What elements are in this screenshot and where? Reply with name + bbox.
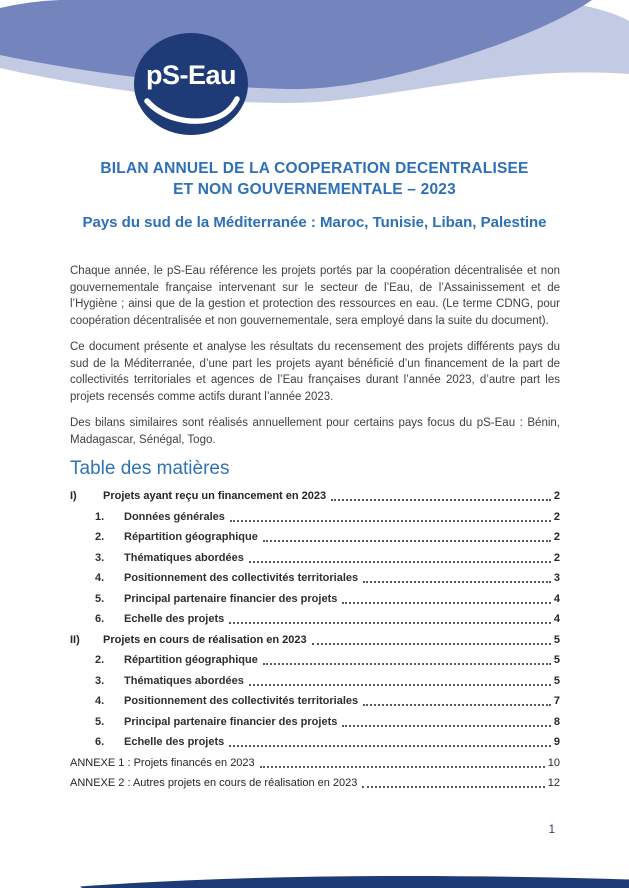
toc-entry-number: 4. bbox=[95, 695, 105, 707]
toc-entry-page: 5 bbox=[553, 654, 560, 666]
footer-wave-graphic bbox=[0, 870, 629, 888]
intro-paragraph-1: Chaque année, le pS-Eau référence les projets portés par la coopération décentralisée et non gouvernementale française intervenant sur le secteur de l’Eau, de l’Assainissement et de l’Hygiène ; ainsi que de la gestion et protection des ressources en eau. (Le terme CDNG, pour coopération décentralisée et non gouvernementale, sera employé dans la suite du document). bbox=[70, 265, 560, 327]
toc-entry-label: Projets ayant reçu un financement en 2023 bbox=[103, 490, 327, 502]
toc-entry-number: 5. bbox=[95, 592, 105, 605]
intro-paragraph-2: Ce document présente et analyse les résultats du recensement des projets différents pays du sud de la Méditerranée, d’une part les projets ayant bénéficié d’un financement de la part de collectivités territoriales et agences de l’Eau françaises durant l’année 2023, d’autre part les projets recensés comme actifs durant l’année 2023. bbox=[70, 341, 560, 403]
toc-entry[interactable] bbox=[70, 552, 560, 565]
toc-entry-page: 5 bbox=[553, 633, 560, 646]
toc-entry-label: Principal partenaire financier des projets bbox=[124, 715, 338, 728]
page-number: 1 bbox=[548, 824, 555, 836]
toc-entry-page: 7 bbox=[553, 695, 560, 707]
toc-entry-label: Echelle des projets bbox=[124, 613, 225, 625]
toc-entry-number: 6. bbox=[95, 736, 105, 748]
toc-entry-label: Echelle des projets bbox=[124, 736, 225, 748]
toc-dot-leader bbox=[249, 561, 551, 563]
toc-entry[interactable] bbox=[70, 531, 560, 544]
toc-entry-label: Répartition géographique bbox=[124, 531, 258, 543]
toc-entry[interactable] bbox=[70, 757, 560, 770]
page-content bbox=[70, 263, 560, 798]
document-subtitle: Pays du sud de la Méditerranée : Maroc, Tunisie, Liban, Palestine bbox=[82, 214, 547, 231]
toc-dot-leader bbox=[331, 499, 551, 501]
table-of-contents bbox=[70, 490, 560, 790]
toc-dot-leader bbox=[229, 622, 551, 624]
toc-entry[interactable] bbox=[70, 695, 560, 708]
toc-entry[interactable] bbox=[70, 511, 560, 524]
toc-entry-label: Répartition géographique bbox=[124, 654, 258, 666]
toc-entry-page: 2 bbox=[553, 510, 560, 523]
toc-dot-leader bbox=[363, 581, 551, 583]
toc-entry-page: 10 bbox=[547, 756, 560, 769]
toc-entry[interactable] bbox=[70, 716, 560, 729]
toc-entry-number: I) bbox=[70, 490, 77, 502]
toc-dot-leader bbox=[312, 643, 551, 645]
toc-entry[interactable] bbox=[70, 490, 560, 503]
toc-entry[interactable] bbox=[70, 654, 560, 667]
toc-entry-page: 4 bbox=[553, 592, 560, 605]
toc-entry-number: 1. bbox=[95, 510, 105, 523]
toc-entry-number: 2. bbox=[95, 654, 105, 666]
toc-entry-number: 3. bbox=[95, 674, 105, 687]
toc-entry-number: 4. bbox=[95, 572, 105, 584]
toc-dot-leader bbox=[230, 520, 551, 522]
toc-entry-label: Positionnement des collectivités territoriales bbox=[124, 572, 359, 584]
title-line-2: ET NON GOUVERNEMENTALE – 2023 bbox=[173, 181, 456, 198]
toc-entry-page: 5 bbox=[553, 674, 560, 687]
ps-eau-logo bbox=[134, 33, 248, 135]
toc-entry-number: 2. bbox=[95, 531, 105, 543]
header-wave-graphic bbox=[0, 0, 629, 150]
toc-entry[interactable] bbox=[70, 613, 560, 626]
toc-entry[interactable] bbox=[70, 634, 560, 647]
toc-entry-label: Projets en cours de réalisation en 2023 bbox=[103, 633, 307, 646]
toc-entry-label: Thématiques abordées bbox=[124, 674, 244, 687]
toc-entry-page: 2 bbox=[553, 531, 560, 543]
toc-dot-leader bbox=[260, 766, 545, 768]
toc-entry[interactable] bbox=[70, 593, 560, 606]
toc-entry-page: 2 bbox=[553, 490, 560, 502]
toc-entry-label: Données générales bbox=[124, 510, 225, 523]
logo-text: pS-Eau bbox=[145, 60, 236, 90]
toc-dot-leader bbox=[362, 786, 544, 788]
toc-entry-label: ANNEXE 2 : Autres projets en cours de réalisation en 2023 bbox=[70, 777, 358, 789]
toc-entry[interactable] bbox=[70, 572, 560, 585]
toc-entry-page: 3 bbox=[553, 572, 560, 584]
toc-entry[interactable] bbox=[70, 675, 560, 688]
toc-dot-leader bbox=[342, 725, 551, 727]
toc-dot-leader bbox=[342, 602, 551, 604]
toc-entry-label: Positionnement des collectivités territoriales bbox=[124, 695, 359, 707]
toc-dot-leader bbox=[249, 684, 551, 686]
toc-entry[interactable] bbox=[70, 777, 560, 790]
toc-heading: Table des matières bbox=[70, 458, 230, 479]
toc-entry-page: 12 bbox=[547, 777, 560, 789]
toc-entry-label: Thématiques abordées bbox=[124, 551, 244, 564]
toc-dot-leader bbox=[263, 663, 551, 665]
toc-entry-number: 6. bbox=[95, 613, 105, 625]
toc-entry-label: ANNEXE 1 : Projets financés en 2023 bbox=[70, 756, 255, 769]
title-line-1: BILAN ANNUEL DE LA COOPERATION DECENTRALISEE bbox=[100, 160, 529, 177]
toc-entry-page: 8 bbox=[553, 715, 560, 728]
document-title bbox=[0, 158, 629, 200]
toc-dot-leader bbox=[363, 704, 551, 706]
toc-entry-page: 2 bbox=[553, 551, 560, 564]
toc-entry[interactable] bbox=[70, 736, 560, 749]
toc-entry-number: 3. bbox=[95, 551, 105, 564]
toc-dot-leader bbox=[263, 540, 551, 542]
toc-entry-page: 9 bbox=[553, 736, 560, 748]
intro-paragraph-3: Des bilans similaires sont réalisés annuellement pour certains pays focus du pS-Eau : Bénin, Madagascar, Sénégal, Togo. bbox=[70, 417, 560, 446]
toc-entry-number: II) bbox=[70, 633, 80, 646]
toc-entry-label: Principal partenaire financier des projets bbox=[124, 592, 338, 605]
toc-entry-page: 4 bbox=[553, 613, 560, 625]
toc-entry-number: 5. bbox=[95, 715, 105, 728]
toc-dot-leader bbox=[229, 745, 551, 747]
